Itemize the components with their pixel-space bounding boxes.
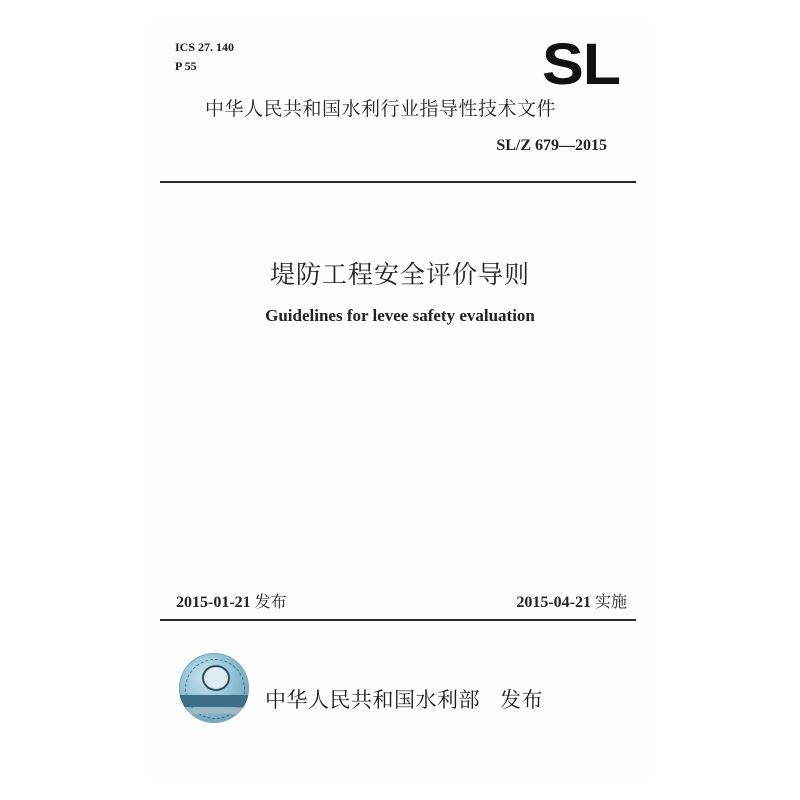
anti-counterfeit-seal-icon — [179, 653, 249, 723]
seal-band — [179, 695, 249, 707]
publisher-name: 中华人民共和国水利部 — [265, 688, 480, 712]
issue-date — [176, 589, 287, 612]
classification-code: P 55 — [175, 59, 197, 73]
document-title-chinese: 堤防工程安全评价导则 — [269, 260, 530, 289]
document-title-english: Guidelines for levee safety evaluation — [265, 306, 535, 325]
ics-number: ICS 27. 140 — [175, 40, 235, 54]
bottom-divider — [160, 619, 636, 621]
standard-code: SL/Z 679—2015 — [496, 137, 607, 154]
issuing-category: 中华人民共和国水利行业指导性技术文件 — [205, 98, 557, 120]
implementation-date — [516, 589, 627, 612]
publish-label: 发布 — [500, 688, 543, 712]
seal-emblem-icon — [202, 665, 230, 691]
publisher-line — [265, 684, 543, 714]
implementation-label: 实施 — [594, 592, 627, 611]
seal-band-lower — [179, 708, 249, 714]
top-divider — [160, 181, 636, 183]
implementation-date-value: 2015-04-21 — [516, 594, 591, 611]
issue-label: 发布 — [254, 592, 287, 611]
issue-date-value: 2015-01-21 — [176, 594, 251, 611]
sl-logo: SL — [542, 32, 620, 97]
